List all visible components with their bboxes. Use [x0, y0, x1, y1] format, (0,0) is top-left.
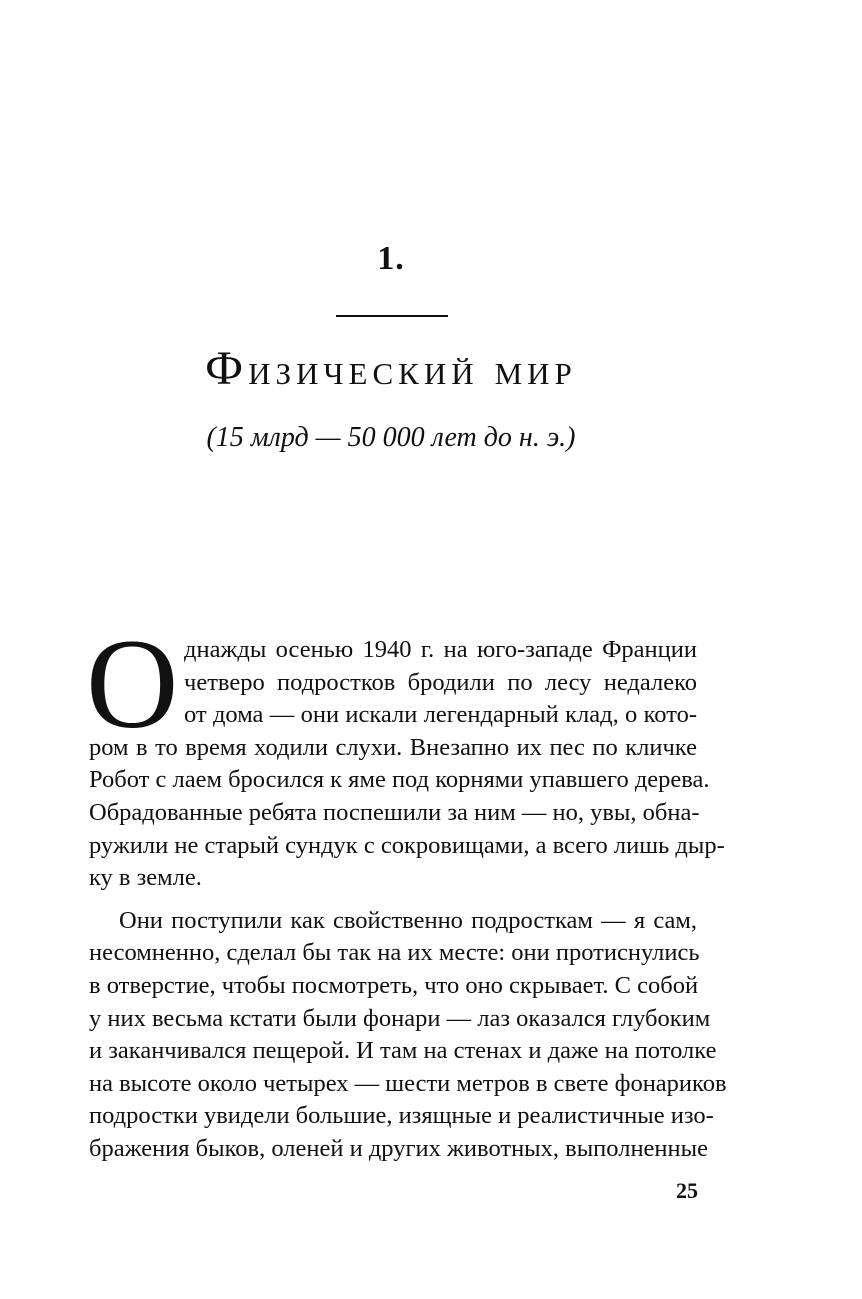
page-number: 25	[676, 1178, 698, 1203]
text-line: Они поступили как свойственно подросткам — я сам,	[119, 906, 697, 934]
text-line: днажды осенью 1940 г. на юго-западе Франции	[184, 636, 697, 663]
text-line: Обрадованные ребята поспешили за ним — но, увы, обна-	[89, 798, 700, 826]
chapter-title-rest: изический мир	[248, 345, 577, 394]
text-line: от дома — они искали легендарный клад, о кото-	[184, 701, 697, 729]
text-line: ку в земле.	[89, 864, 202, 892]
drop-cap: О	[86, 613, 179, 755]
text-line: в отверстие, чтобы посмотреть, что оно скрывает. С собой	[89, 971, 699, 999]
text-line: на высоте около четырех — шести метров в свете фонариков	[89, 1069, 727, 1097]
chapter-number: 1.	[377, 240, 405, 277]
body-text	[89, 634, 727, 1166]
text-line: у них весьма кстати были фонари — лаз оказался глубоким	[89, 1004, 711, 1032]
text-line: несомненно, сделал бы так на их месте: они протиснулись	[89, 939, 700, 967]
text-line: ружили не старый сундук с сокровищами, а всего лишь дыр-	[89, 831, 725, 859]
paragraph-2	[89, 905, 727, 1166]
chapter-dates: (15 млрд — 50 000 лет до н. э.)	[206, 422, 576, 453]
text-line: ром в то время ходили слухи. Внезапно их пес по кличке	[89, 733, 697, 761]
paragraph-1	[89, 634, 725, 895]
chapter-title-initial: Ф	[205, 342, 249, 395]
text-line: подростки увидели большие, изящные и реалистичные изо-	[89, 1102, 714, 1130]
text-line: Робот с лаем бросился к яме под корнями упавшего дерева.	[89, 766, 710, 794]
text-line: бражения быков, оленей и других животных, выполненные	[89, 1134, 708, 1162]
text-line: и заканчивался пещерой. И там на стенах и даже на потолке	[89, 1037, 717, 1065]
text-line: четверо подростков бродили по лесу недалеко	[184, 668, 697, 696]
chapter-rule	[336, 315, 448, 317]
chapter-title	[0, 342, 782, 395]
